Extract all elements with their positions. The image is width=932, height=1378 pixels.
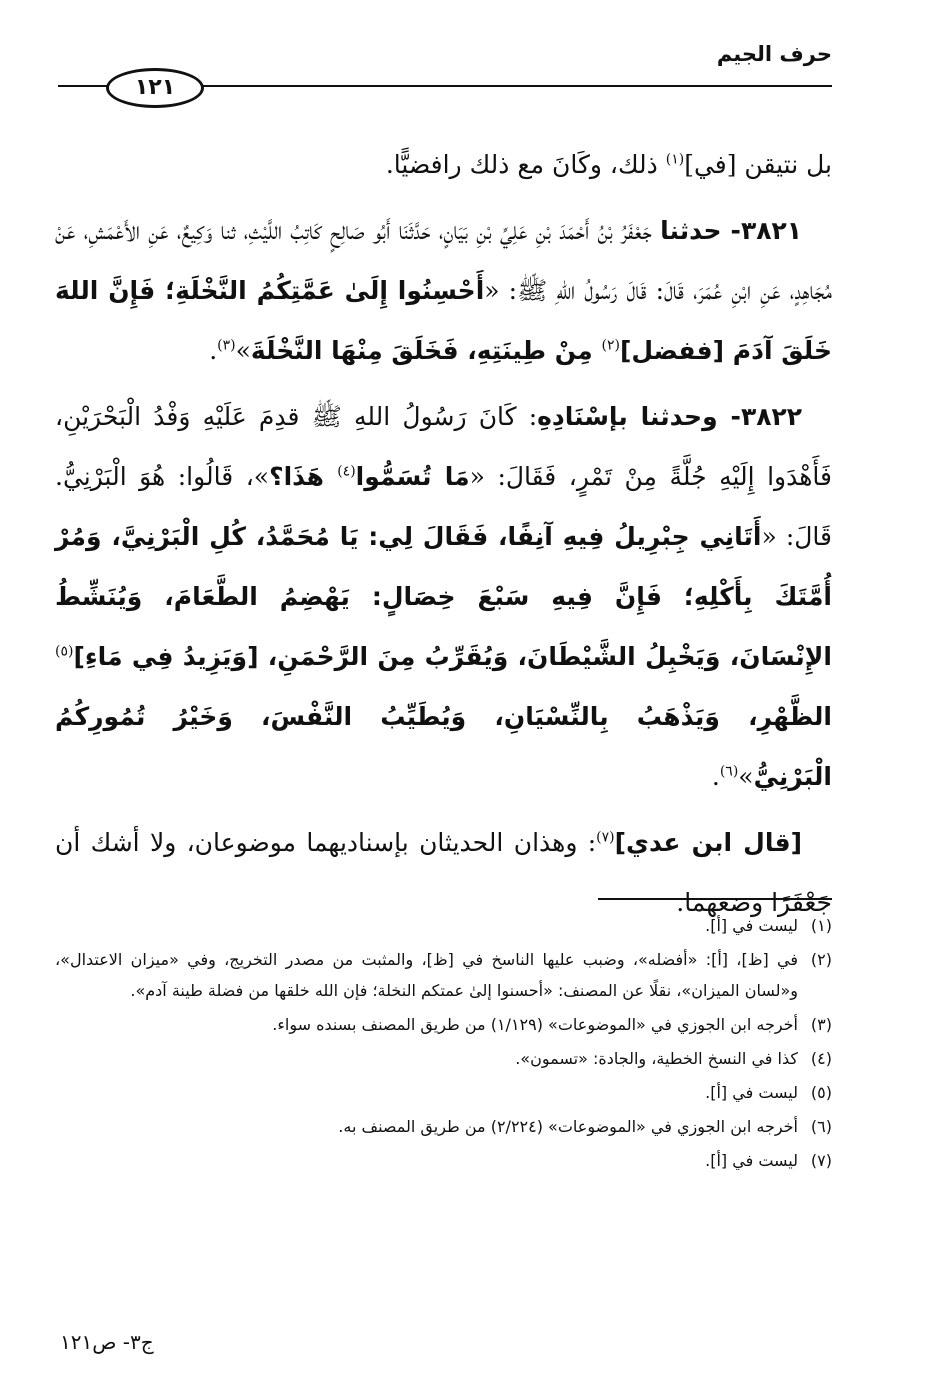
footnote-text: ليست في [أ]. — [705, 1083, 798, 1102]
footnote-number: (٣) — [810, 1015, 832, 1034]
hadith-3821 — [55, 201, 832, 381]
comment-text: : وهذان الحديثان بإسناديهما موضوعان، ولا أشك أن جَعْفَرًا وضعهما. — [55, 828, 832, 917]
footnote-ref[interactable]: (٢) — [601, 337, 620, 354]
matn-text: مِنْ طِينَتِهِ، فَخَلَقَ مِنْهَا النَّخْلَةَ — [250, 336, 602, 365]
footnote — [55, 1111, 832, 1142]
quote-close: » — [738, 762, 754, 791]
footnote-ref[interactable]: (٤) — [337, 463, 356, 480]
isnad-text: جَعْفَرُ بْنُ أَحْمَدَ بْنِ عَلِيِّ بْنِ بَيَانٍ، حَدَّثَنَا أَبُو صَالِحٍ كَاتِبُ اللَّيْثِ، ثنا وَكِيعٌ، عَنِ الأَعْمَشِ، عَنْ مُجَاهِدٍ، عَنِ ابْنِ عُمَرَ، قَالَ: قَالَ رَسُولُ اللهِ ﷺ: « — [55, 216, 832, 305]
footnote-ref[interactable]: (١) — [665, 151, 685, 168]
footnote-ref[interactable]: (٥) — [55, 643, 74, 660]
footnote — [55, 910, 832, 941]
footnote-text: كذا في النسخ الخطية، والجادة: «تسمون». — [515, 1049, 798, 1068]
hadith-3822 — [55, 387, 832, 807]
footnote — [55, 1145, 832, 1176]
text-end: . — [209, 336, 218, 365]
footnote-number: (١) — [810, 916, 832, 935]
paragraph-intro — [55, 135, 832, 195]
footnote-rule — [598, 898, 832, 900]
footnote-ref[interactable]: (٣) — [217, 337, 236, 354]
footnotes — [55, 910, 832, 1179]
footnote-text: في [ظ]، [أ]: «أفضله»، وضبب عليها الناسخ في [ظ]، والمثبت من مصدر التخريج، وفي «ميزان الاعتدال»، و«لسان الميزان»، نقلًا عن المصنف: «أحسنوا إلىٰ عمتكم النخلة؛ فإن الله خلقها من فضلة طينة آدم». — [55, 950, 798, 1000]
footnote — [55, 1009, 832, 1040]
text-run: بل نتيقن [في] — [684, 150, 832, 179]
footnote — [55, 944, 832, 1006]
matn-text: هَذَا؟ — [269, 462, 338, 491]
isnad-text: : كَانَ رَسُولُ اللهِ ﷺ قدِمَ عَلَيْهِ وَفْدُ الْبَحْرَيْنِ، فَأَهْدَوا إِلَيْهِ جُلَّةً مِنْ تَمْرٍ، فَقَالَ: « — [55, 402, 832, 491]
comment-label: [قال ابن عدي] — [614, 828, 802, 857]
running-title: حرف الجيم — [716, 42, 832, 66]
page-number: ١٢١ — [106, 68, 204, 108]
main-text — [55, 135, 832, 939]
footnote-number: (٤) — [810, 1049, 832, 1068]
text-run: »، قَالُوا: هُوَ الْبَرْنِيُّ. قَالَ: « — [55, 462, 832, 551]
hadith-opener: حدثنا — [660, 216, 722, 245]
footnote — [55, 1043, 832, 1074]
footnote-text: ليست في [أ]. — [705, 916, 798, 935]
matn-text: مَا تُسَمُّوا — [355, 462, 470, 491]
text-end: . — [711, 762, 720, 791]
footnote-text: أخرجه ابن الجوزي في «الموضوعات» (٢/٢٢٤) من طريق المصنف به. — [338, 1117, 798, 1136]
hadith-opener: وحدثنا بإسْنَادِهِ — [537, 402, 718, 431]
footnote-number: (٦) — [810, 1117, 832, 1136]
matn-text: الظَّهْرِ، وَيَذْهَبُ بِالنِّسْيَانِ، وَيُطَيِّبُ النَّفْسَ، وَخَيْرُ تُمُورِكُمُ الْبَرْنِيُّ — [55, 702, 832, 791]
footnote-text: ليست في [أ]. — [705, 1151, 798, 1170]
footnote-text: أخرجه ابن الجوزي في «الموضوعات» (١/١٢٩) من طريق المصنف بسنده سواء. — [272, 1015, 798, 1034]
text-run: ذلك، وكَانَ مع ذلك رافضيًّا. — [385, 150, 666, 179]
footnote — [55, 1077, 832, 1108]
footnote-ref[interactable]: (٦) — [719, 763, 739, 780]
matn-text: أَحْسِنُوا إِلَىٰ عَمَّتِكُمُ النَّخْلَةِ؛ فَإِنَّ اللهَ خَلَقَ آدَمَ [ففضل] — [55, 276, 832, 365]
footnote-number: (٢) — [810, 950, 832, 969]
quote-close: » — [235, 336, 251, 365]
matn-text: أَتَانِي جِبْرِيلُ فِيهِ آنِفًا، فَقَالَ لِي: يَا مُحَمَّدُ، كُلِ الْبَرْنِيَّ، وَمُرْ أُمَّتَكَ بِأَكْلِهِ؛ فَإِنَّ فِيهِ سَبْعَ خِصَالٍ: يَهْضِمُ الطَّعَامَ، وَيُنَشِّطُ الإِنْسَانَ، وَيَخْبِلُ الشَّيْطَانَ، وَيُقَرِّبُ مِنَ الرَّحْمَنِ، [وَيَزِيدُ فِي مَاءِ] — [55, 522, 832, 671]
hadith-number: ٣٨٢١- — [721, 216, 802, 245]
footnote-ref[interactable]: (٧) — [596, 829, 615, 846]
footnote-number: (٥) — [810, 1083, 832, 1102]
volume-page-marker: ج٣- ص١٢١ — [60, 1330, 154, 1354]
footnote-number: (٧) — [810, 1151, 832, 1170]
hadith-number: ٣٨٢٢- — [717, 402, 802, 431]
